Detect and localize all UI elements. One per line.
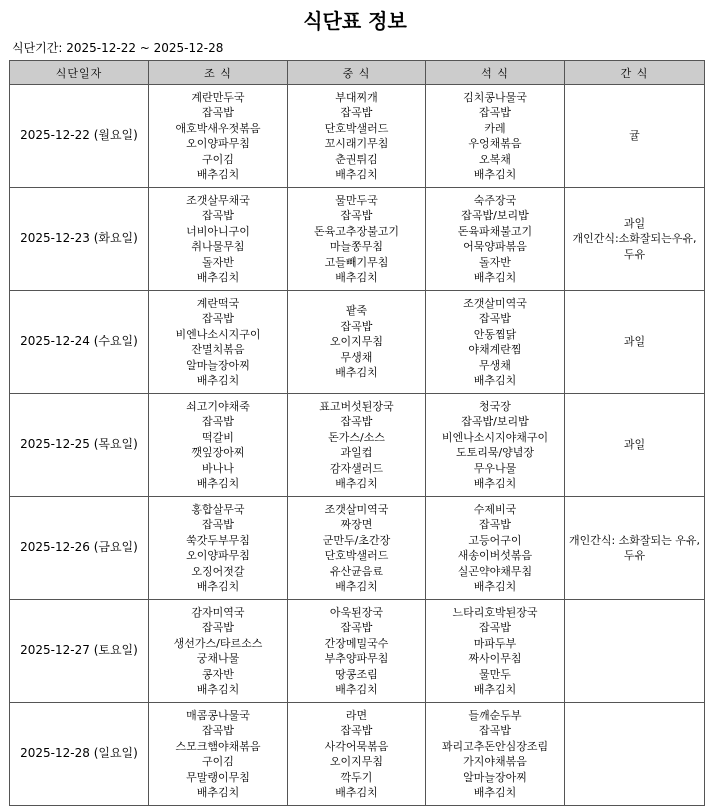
header-dinner: 석 식 <box>426 61 565 85</box>
cell-date: 2025-12-22 (월요일) <box>10 85 149 188</box>
cell-lunch: 표고버섯된장국 잡곡밥 돈가스/소스 과일컵 감자샐러드 배추김치 <box>288 394 426 497</box>
table-row <box>10 600 705 703</box>
table-row <box>10 291 705 394</box>
page-title: 식단표 정보 <box>303 9 407 33</box>
cell-lunch: 물만두국 잡곡밥 돈육고추장불고기 마늘쫑무침 고들빼기무침 배추김치 <box>288 188 426 291</box>
cell-date: 2025-12-25 (목요일) <box>10 394 149 497</box>
cell-snack <box>565 600 705 703</box>
cell-dinner: 청국장 잡곡밥/보리밥 비엔나소시지야채구이 도토리묵/양념장 무우나물 배추김치 <box>426 394 565 497</box>
cell-breakfast: 매콤콩나물국 잡곡밥 스모크햄야채볶음 구이김 무말랭이무침 배추김치 <box>149 703 288 806</box>
cell-date: 2025-12-26 (금요일) <box>10 497 149 600</box>
cell-breakfast: 계란떡국 잡곡밥 비엔나소시지구이 잔멸치볶음 알마늘장아찌 배추김치 <box>149 291 288 394</box>
cell-breakfast: 조갯살무채국 잡곡밥 너비아니구이 취나물무침 돌자반 배추김치 <box>149 188 288 291</box>
table-row <box>10 703 705 806</box>
table-row <box>10 394 705 497</box>
cell-snack: 개인간식: 소화잘되는 우유, 두유 <box>565 497 705 600</box>
meal-period: 식단기간: 2025-12-22 ~ 2025-12-28 <box>12 41 224 55</box>
cell-lunch: 부대찌개 잡곡밥 단호박샐러드 꼬시래기무침 춘권튀김 배추김치 <box>288 85 426 188</box>
table-row <box>10 85 705 188</box>
cell-date: 2025-12-24 (수요일) <box>10 291 149 394</box>
cell-dinner: 수제비국 잡곡밥 고등어구이 새송이버섯볶음 실곤약야채무침 배추김치 <box>426 497 565 600</box>
cell-breakfast: 쇠고기야채죽 잡곡밥 떡갈비 깻잎장아찌 바나나 배추김치 <box>149 394 288 497</box>
cell-snack <box>565 703 705 806</box>
header-date: 식단일자 <box>10 61 149 85</box>
cell-dinner: 조갯살미역국 잡곡밥 안동찜닭 야채계란찜 무생채 배추김치 <box>426 291 565 394</box>
cell-snack: 과일 개인간식:소화잘되는우유, 두유 <box>565 188 705 291</box>
cell-breakfast: 홍합살무국 잡곡밥 쑥갓두부무침 오이양파무침 오징어젓갈 배추김치 <box>149 497 288 600</box>
cell-lunch: 아욱된장국 잡곡밥 간장메밀국수 부추양파무침 땅콩조림 배추김치 <box>288 600 426 703</box>
cell-dinner: 들깨순두부 잡곡밥 꽈리고추돈안심장조림 가지야채볶음 알마늘장아찌 배추김치 <box>426 703 565 806</box>
table-header-row <box>10 61 705 85</box>
header-lunch: 중 식 <box>288 61 426 85</box>
cell-dinner: 김치콩나물국 잡곡밥 카레 우엉채볶음 오복채 배추김치 <box>426 85 565 188</box>
cell-lunch: 팥죽 잡곡밥 오이지무침 무생채 배추김치 <box>288 291 426 394</box>
cell-date: 2025-12-28 (일요일) <box>10 703 149 806</box>
cell-breakfast: 계란만두국 잡곡밥 애호박새우젓볶음 오이양파무침 구이김 배추김치 <box>149 85 288 188</box>
cell-lunch: 조갯살미역국 짜장면 군만두/초간장 단호박샐러드 유산균음료 배추김치 <box>288 497 426 600</box>
cell-snack: 과일 <box>565 394 705 497</box>
cell-date: 2025-12-27 (토요일) <box>10 600 149 703</box>
cell-breakfast: 감자미역국 잡곡밥 생선가스/타르소스 궁채나물 콩자반 배추김치 <box>149 600 288 703</box>
cell-lunch: 라면 잡곡밥 사각어묵볶음 오이지무침 깍두기 배추김치 <box>288 703 426 806</box>
cell-dinner: 느타리호박된장국 잡곡밥 마파두부 짜사이무침 물만두 배추김치 <box>426 600 565 703</box>
cell-snack: 귤 <box>565 85 705 188</box>
table-row <box>10 497 705 600</box>
header-snack: 간 식 <box>565 61 705 85</box>
meal-table <box>9 60 705 806</box>
header-breakfast: 조 식 <box>149 61 288 85</box>
cell-dinner: 숙주장국 잡곡밥/보리밥 돈육파채불고기 어묵양파볶음 돌자반 배추김치 <box>426 188 565 291</box>
cell-date: 2025-12-23 (화요일) <box>10 188 149 291</box>
table-row <box>10 188 705 291</box>
cell-snack: 과일 <box>565 291 705 394</box>
